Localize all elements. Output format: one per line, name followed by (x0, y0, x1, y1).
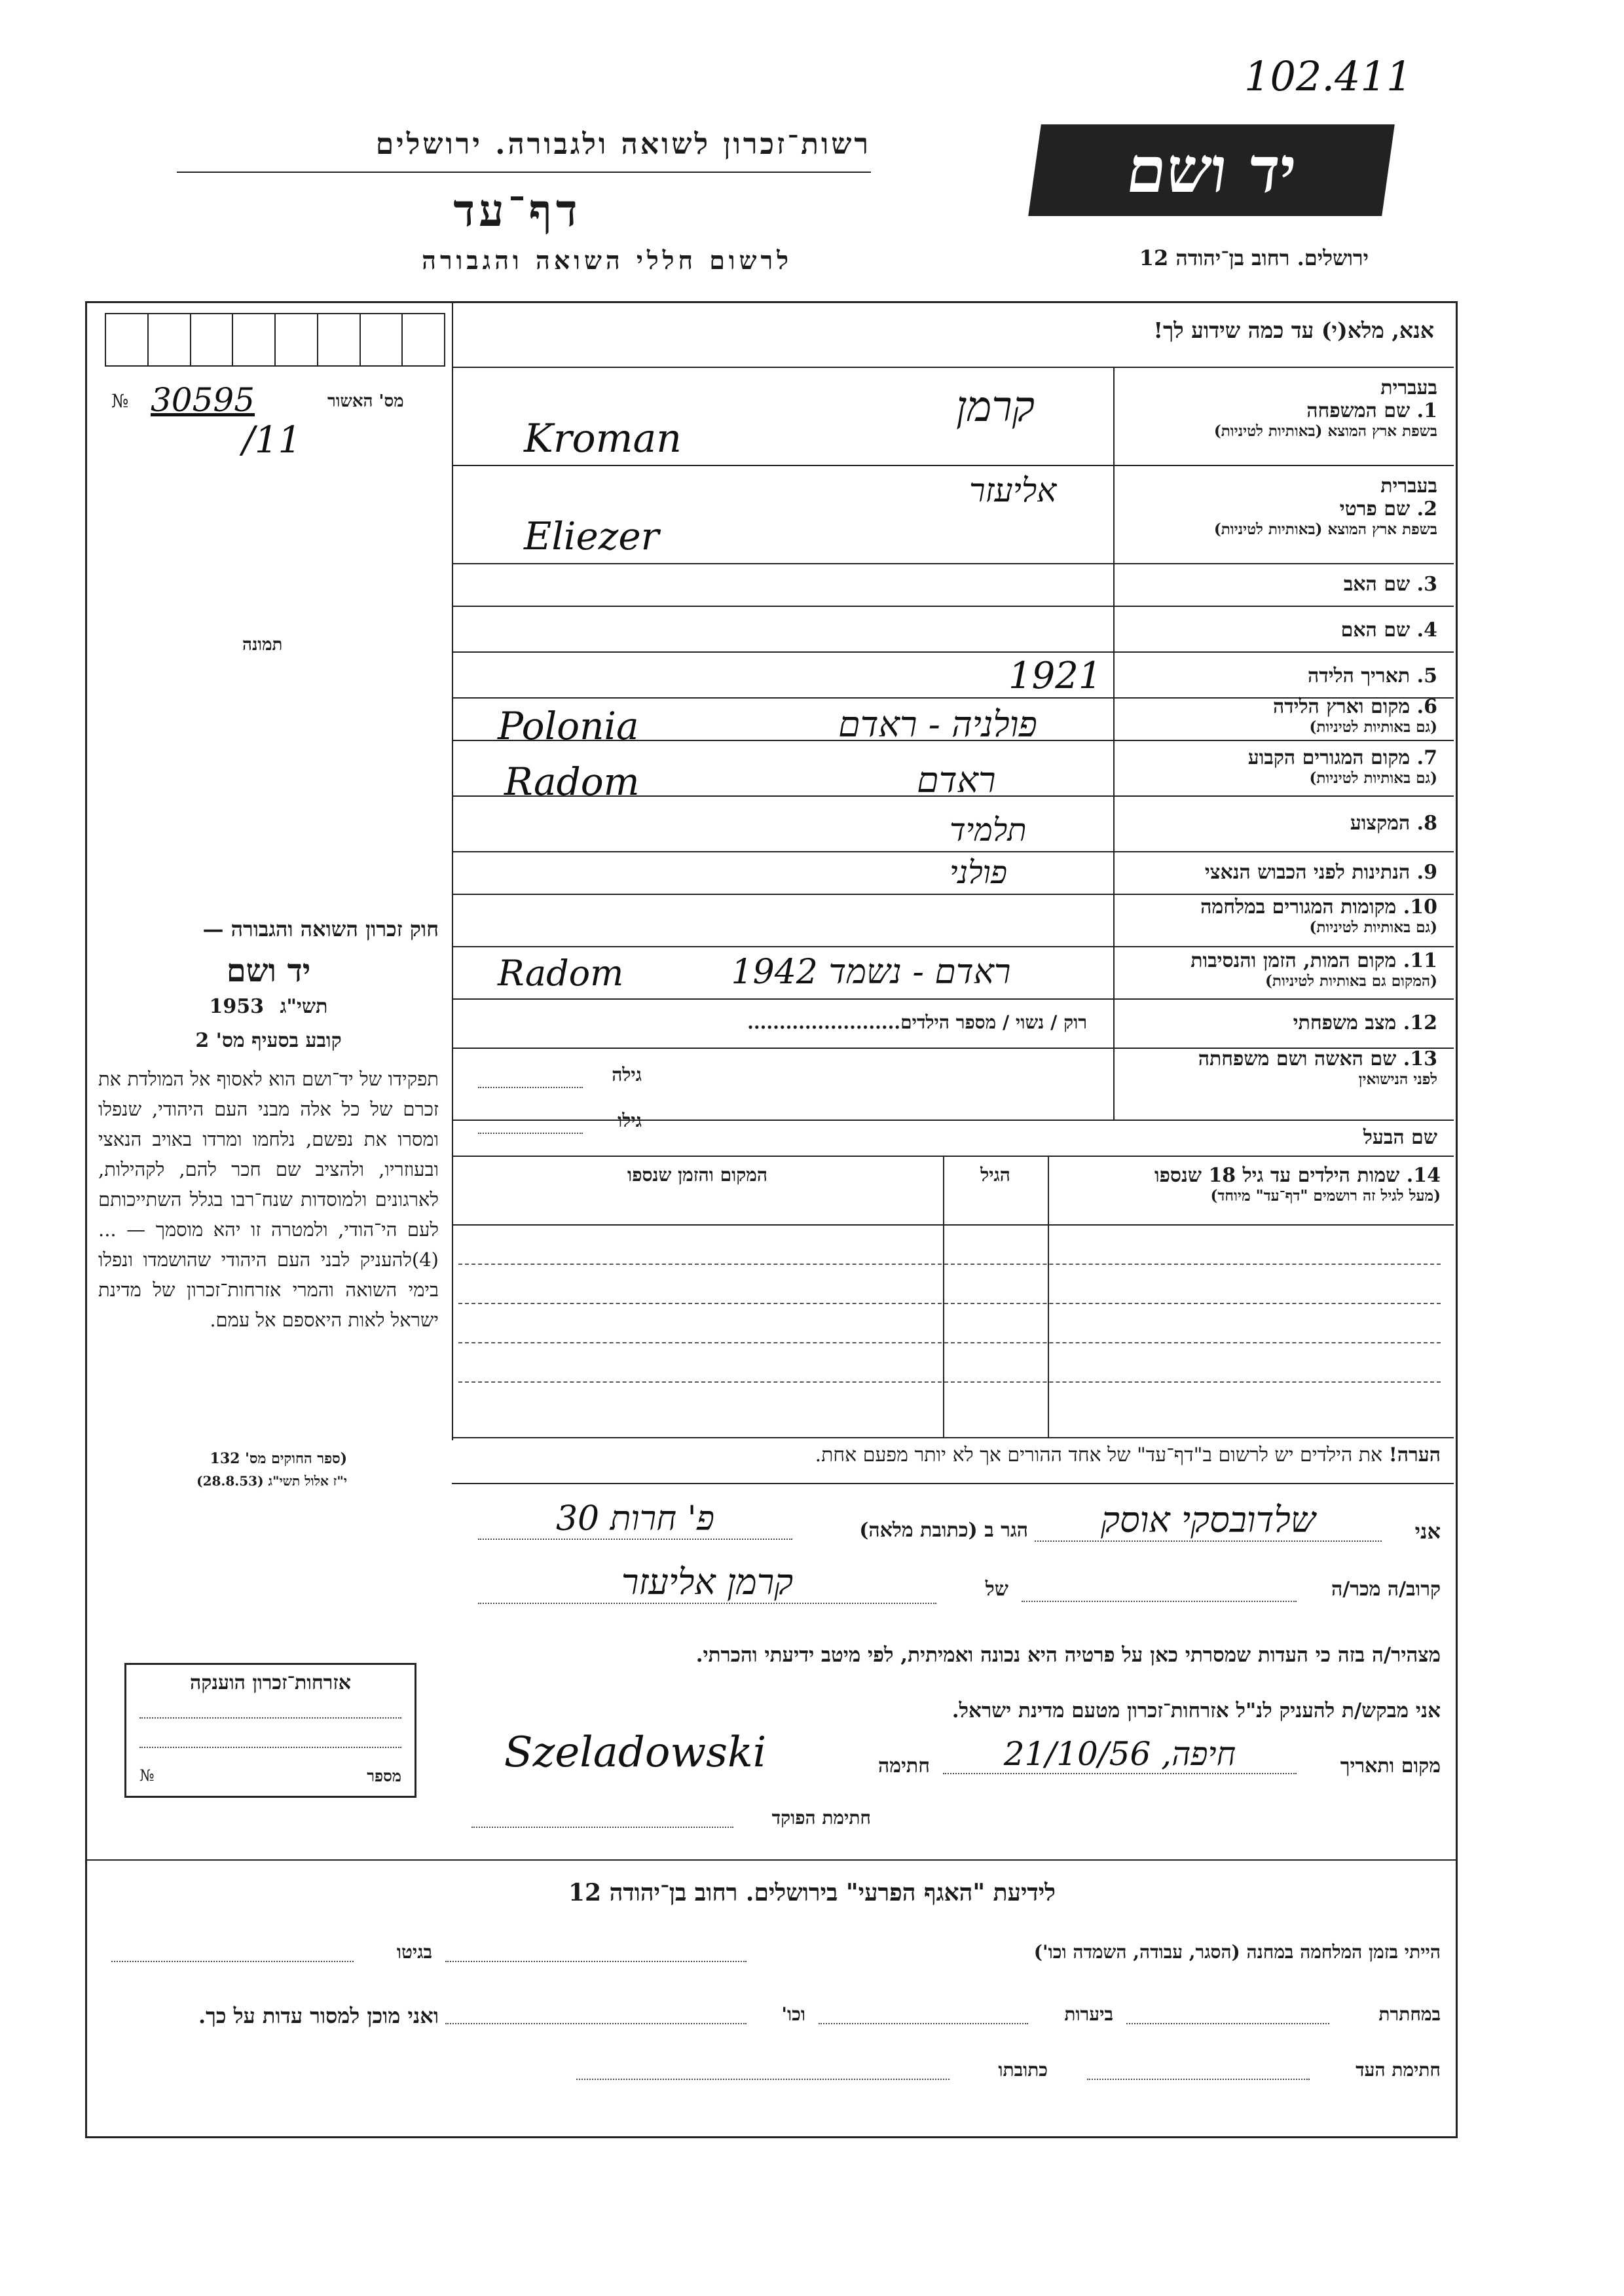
bottom-witness-sig: חתימת העד (1356, 2059, 1441, 2081)
residence-latin: Radom (504, 759, 640, 804)
field-5-num: 5. (1416, 665, 1437, 687)
field-12-num: 12. (1403, 1011, 1437, 1034)
field-12 (1116, 1011, 1437, 1034)
bottom-camp: הייתי בזמן המלחמה במחנה (הסגר, עבודה, השמדה וכו') (1033, 1941, 1441, 1963)
field-10-label: מקומות המגורים במלחמה (1200, 896, 1397, 919)
children-col-age: הגיל (980, 1164, 1010, 1186)
age-label-husband: גילו (618, 1110, 642, 1131)
citizenship-box (124, 1663, 416, 1798)
note-label: הערה! (1388, 1444, 1441, 1467)
field-7-label: מקום המגורים הקבוע (1247, 746, 1411, 769)
field-8-num: 8. (1416, 812, 1437, 835)
field-1 (1116, 376, 1437, 440)
field-13-sub: לפני הנישואין (1358, 1070, 1437, 1088)
surname-latin: Kroman (524, 416, 682, 462)
law-ref2: י"ז אלול תשי"ג (28.8.53) (196, 1473, 347, 1489)
field-husband-label: שם הבעל (1363, 1126, 1437, 1149)
field-2-label: שם פרטי (1339, 498, 1411, 520)
decl-address: פ' חרות 30 (478, 1499, 792, 1540)
bottom-witness-addr: כתובתו (998, 2059, 1048, 2081)
cert-prefix: № (111, 390, 129, 412)
bottom-title: לידיעת "האגף הפרעי" בירושלים. רחוב בן־יהודה 12 (568, 1879, 1056, 1906)
cert-label: מס' האשור (327, 392, 404, 411)
decl-place-date: מקום ותאריך (1340, 1755, 1441, 1777)
decl-request: אני מבקש/ת להעניק לנ"ל אזרחות־זכרון מטעם מדינת ישראל. (951, 1699, 1441, 1722)
birth-date: 1921 (1008, 655, 1102, 697)
bottom-etc: וכו' (781, 2003, 805, 2025)
header-address: ירושלים. רחוב בן־יהודה 12 (1139, 246, 1369, 270)
note (458, 1444, 1441, 1467)
decl-lives: הגר ב (כתובת מלאה) (859, 1519, 1028, 1542)
field-6-num: 6. (1416, 695, 1437, 718)
field-11-num: 11. (1403, 949, 1437, 972)
decl-signature-value: Szeladowski (504, 1728, 767, 1777)
surname-hebrew: קרמן (956, 383, 1035, 431)
field-7-sub: (גם באותיות לטיניות) (1309, 769, 1437, 787)
bottom-ready: ואני מוכן למסור עדות על כך. (198, 2003, 439, 2028)
law-ref: (ספר החוקים מס' 132 (210, 1450, 347, 1467)
field-4-label: שם האם (1340, 619, 1411, 642)
instruction: אנא, מלא(י) עד כמה שידוע לך! (1153, 318, 1434, 343)
officer-signature-line (471, 1827, 733, 1828)
children-num: 14. (1406, 1164, 1441, 1187)
citizenship-num-label: מספר (367, 1766, 401, 1785)
decl-of: של (985, 1578, 1008, 1601)
field-5-label: תאריך הלידה (1308, 665, 1411, 687)
firstname-hebrew: אליעזר (969, 471, 1057, 509)
field-10 (1116, 896, 1437, 936)
field-1-sub: בשפת ארץ המוצא (באותיות לטיניות) (1213, 422, 1437, 440)
field-7 (1116, 746, 1437, 787)
note-text: את הילדים יש לרשום ב"דף־עד" של אחד ההורים אך לא יותר מפעם אחת. (815, 1444, 1383, 1467)
bottom-underground: במחתרת (1378, 2003, 1441, 2025)
decl-ani: אני (1414, 1519, 1441, 1544)
field-13-label: שם האשה ושם משפחתה (1198, 1048, 1397, 1070)
logo-text: יד ושם (1122, 133, 1301, 207)
form-title: דף־עד (453, 185, 581, 237)
citizenship-prefix: № (139, 1766, 155, 1785)
children-header (1054, 1164, 1441, 1205)
photo-label: תמונה (242, 635, 283, 655)
field-3 (1116, 573, 1437, 596)
birth-place: פולניה - ראדם (838, 704, 1037, 745)
decl-name: שלדובסקי אוסק (1035, 1499, 1382, 1542)
field-11 (1116, 949, 1437, 990)
law-text: תפקידו של יד־ושם הוא לאסוף אל המולדת את זכרם של כל אלה מבני העם היהודי, שנפלו ומסרו את נפשם, נלחמו ומרדו באויב הנאצי ובעוזריו, ולהציב שם חכר להם, לקהילות, לארגונים ולמוסדות שנח־רבו בגלל השתייכותם לעם הי־הודי, ולמטרה זו יהא מוסמך — ...(4)להעניק לבני העם היהודי שהושמדו ונפלו בימי השואה והמרי אזרחות־זכרון של מדינת ישראל לאות היאספם אל עמם. (98, 1068, 439, 1331)
children-col-place: המקום והזמן שנספו (627, 1164, 767, 1186)
law-year (98, 995, 439, 1018)
field-2-sub: בשפת ארץ המוצא (באותיות לטיניות) (1213, 520, 1437, 538)
death-info: ראדם - נשמד 1942 (731, 953, 1011, 992)
field-husband (1116, 1126, 1437, 1149)
firstname-latin: Eliezer (524, 514, 659, 558)
field-7-num: 7. (1416, 746, 1437, 769)
field-6-label: מקום וארץ הלידה (1272, 695, 1411, 718)
bottom-ghetto: בגיטו (396, 1941, 432, 1963)
age-label-wife: גילה (612, 1064, 642, 1085)
field-2-tag: בעברית (1380, 475, 1437, 498)
children-label: שמות הילדים עד גיל 18 שנספו (1154, 1164, 1400, 1187)
bottom-forests: ביערות (1064, 2003, 1113, 2025)
law-year-heb: תשי"ג (280, 995, 328, 1018)
field-13-num: 13. (1403, 1048, 1437, 1070)
citizenship-title: אזרחות־זכרון הוענקה (189, 1671, 352, 1694)
profession: תלמיד (950, 812, 1027, 848)
field-3-label: שם האב (1343, 573, 1411, 596)
law-name: יד ושם (226, 953, 311, 989)
form-subtitle: לרשום חללי השואה והגבורה (422, 246, 792, 275)
decl-of-value: קרמן אליעזר (478, 1561, 936, 1604)
archive-number: 102.411 (1244, 52, 1412, 100)
field-6 (1116, 695, 1437, 736)
field-11-label: מקום המות, הזמן והנסיבות (1190, 949, 1397, 972)
field-8 (1116, 812, 1437, 835)
field-3-num: 3. (1416, 573, 1437, 596)
field-2 (1116, 475, 1437, 538)
field-9-num: 9. (1416, 861, 1437, 884)
field-9-label: הנתינות לפני הכבוש הנאצי (1204, 861, 1411, 884)
authority-line: רשות־זכרון לשואה ולגבורה. ירושלים (375, 128, 871, 161)
residence: ראדם (917, 759, 996, 801)
decl-signature: חתימה (878, 1755, 930, 1777)
birth-place-latin: Polonia (498, 704, 639, 748)
law-clause: קובע בסעיף מס' 2 (195, 1029, 342, 1052)
cert-number: 30595 (151, 381, 255, 419)
nationality: פולני (950, 854, 1008, 891)
field-4 (1116, 619, 1437, 642)
yad-vashem-logo (1028, 124, 1395, 216)
law-title: חוק זכרון השואה והגבורה — (202, 917, 439, 941)
decl-place-date-value: חיפה, 21/10/56 (943, 1735, 1297, 1774)
field-1-label: שם המשפחה (1306, 399, 1411, 422)
field-9 (1116, 861, 1437, 884)
death-latin: Radom (498, 953, 624, 994)
decl-declare: מצהיר/ה בזה כי העדות שמסרתי כאן על פרטיה היא נכונה ואמיתית, לפי מיטב ידיעתי והכרתי. (695, 1643, 1441, 1667)
field-8-label: המקצוע (1350, 812, 1411, 835)
cert-sub: /11 (242, 419, 302, 462)
field-12-label: מצב משפחתי (1293, 1011, 1397, 1034)
field-13 (1116, 1048, 1437, 1088)
field-10-sub: (גם באותיות לטיניות) (1309, 919, 1437, 936)
field-10-num: 10. (1403, 896, 1437, 919)
law-year-num: 1953 (209, 995, 265, 1018)
decl-officer: חתימת הפוקד (771, 1807, 871, 1829)
field-1-tag: בעברית (1380, 376, 1437, 399)
decl-relative: קרוב/ה מכר/ה (1331, 1578, 1441, 1601)
field-11-sub: (המקום גם באותיות לטיניות) (1265, 972, 1437, 990)
field-1-num: 1. (1416, 399, 1437, 422)
field-5 (1116, 665, 1437, 687)
field-6-sub: (גם באותיות לטיניות) (1309, 718, 1437, 736)
children-sub: (מעל לגיל זה רושמים "דף־עד" מיוחד) (1210, 1187, 1441, 1205)
field-2-num: 2. (1416, 498, 1437, 520)
marital-options: רוק / נשוי / מספר הילדים........................ (747, 1011, 1087, 1033)
field-4-num: 4. (1416, 619, 1437, 642)
code-boxes (105, 313, 445, 367)
